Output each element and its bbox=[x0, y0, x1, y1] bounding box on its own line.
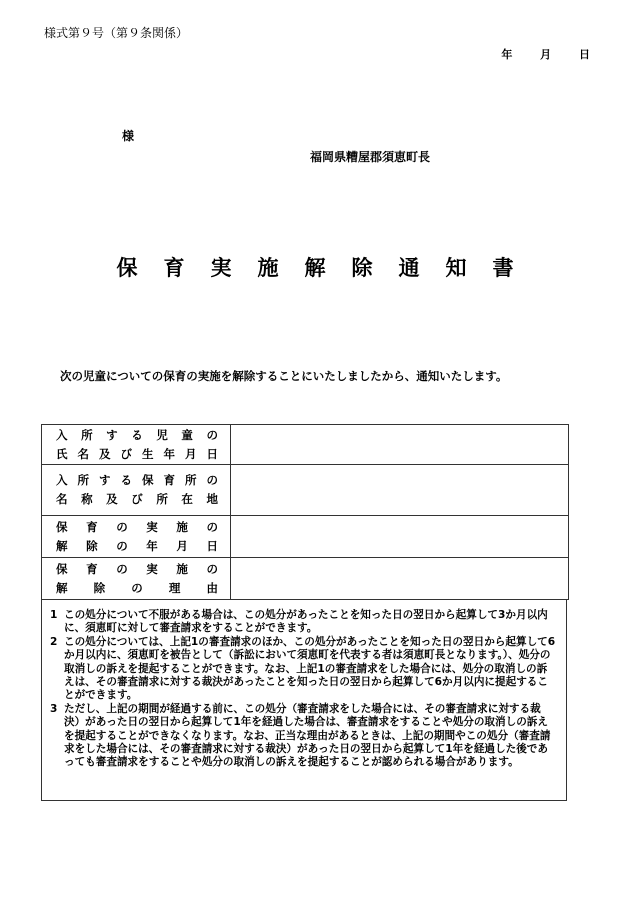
note-item bbox=[50, 609, 556, 636]
table-row bbox=[42, 425, 569, 465]
document-title: 保育実施解除通知書 bbox=[116, 256, 540, 280]
date-month-label: 月 bbox=[540, 48, 552, 61]
date-year-label: 年 bbox=[501, 48, 513, 61]
note-number: 2 bbox=[50, 635, 58, 648]
note-number: 1 bbox=[50, 609, 58, 621]
label-line-1: 保 育 の 実 施 の bbox=[56, 561, 218, 576]
row-label bbox=[42, 465, 231, 516]
row-value bbox=[231, 425, 569, 465]
issuer-name: 福岡県糟屋郡須恵町長 bbox=[310, 150, 431, 164]
note-text: ただし、上記の期間が経過する前に、この処分（審査請求をした場合には、その審査請求に対する裁決）があった日の翌日から起算して1年を経過した場合は、審査請求をすることや処分の取消しの訴えを提起することができなくなります。なお、正当な理由があるときは、上記の期間やこの処分（審査請求をした場合には、その審査請求に対する裁決）があった日の翌日から起算して1年を経過した後であっても審査請求をすることや処分の取消しの訴えを提起することが認められる場合があります。 bbox=[64, 702, 551, 769]
row-label bbox=[42, 425, 231, 465]
row-value bbox=[231, 516, 569, 558]
date-day-label: 日 bbox=[579, 48, 590, 61]
label-line-2: 解 除 の 年 月 日 bbox=[56, 538, 218, 553]
note-text: この処分については、上記1の審査請求のほか、この処分があったことを知った日の翌日から起算して6か月以内に、須恵町を被告として（訴訟において須恵町を代表する者は須恵町長となります。）、処分の取消しの訴えを提起することができます。なお、上記1の審査請求をした場合には、処分の取消しの訴えは、その審査請求に対する裁決があったことを知った日の翌日から起算して6か月以内に提起することができます。 bbox=[64, 635, 556, 702]
table-row bbox=[42, 516, 569, 558]
note-item bbox=[50, 703, 556, 770]
date-line bbox=[0, 46, 590, 62]
note-number: 3 bbox=[50, 702, 58, 715]
row-label bbox=[42, 558, 231, 600]
form-table bbox=[41, 424, 569, 600]
label-line-1: 保 育 の 実 施 の bbox=[56, 519, 218, 534]
table-row bbox=[42, 465, 569, 516]
label-line-2: 氏 名 及 び 生 年 月 日 bbox=[56, 446, 218, 461]
row-value bbox=[231, 465, 569, 516]
note-item bbox=[50, 636, 556, 703]
form-number: 様式第９号（第９条関係） bbox=[44, 26, 189, 40]
label-line-1: 入 所 す る 保 育 所 の bbox=[56, 473, 218, 487]
intro-text: 次の児童についての保育の実施を解除することにいたしましたから、通知いたします。 bbox=[60, 369, 508, 383]
table-row bbox=[42, 558, 569, 600]
note-text: この処分について不服がある場合は、この処分があったことを知った日の翌日から起算して3か月以内に、須恵町に対して審査請求をすることができます。 bbox=[64, 609, 548, 635]
label-line-2: 名 称 及 び 所 在 地 bbox=[56, 492, 218, 506]
notes-box bbox=[41, 599, 567, 801]
label-line-2: 解 除 の 理 由 bbox=[56, 580, 218, 595]
label-line-1: 入 所 す る 児 童 の bbox=[56, 427, 218, 442]
row-value bbox=[231, 558, 569, 600]
row-label bbox=[42, 516, 231, 558]
addressee-suffix: 様 bbox=[122, 129, 135, 143]
